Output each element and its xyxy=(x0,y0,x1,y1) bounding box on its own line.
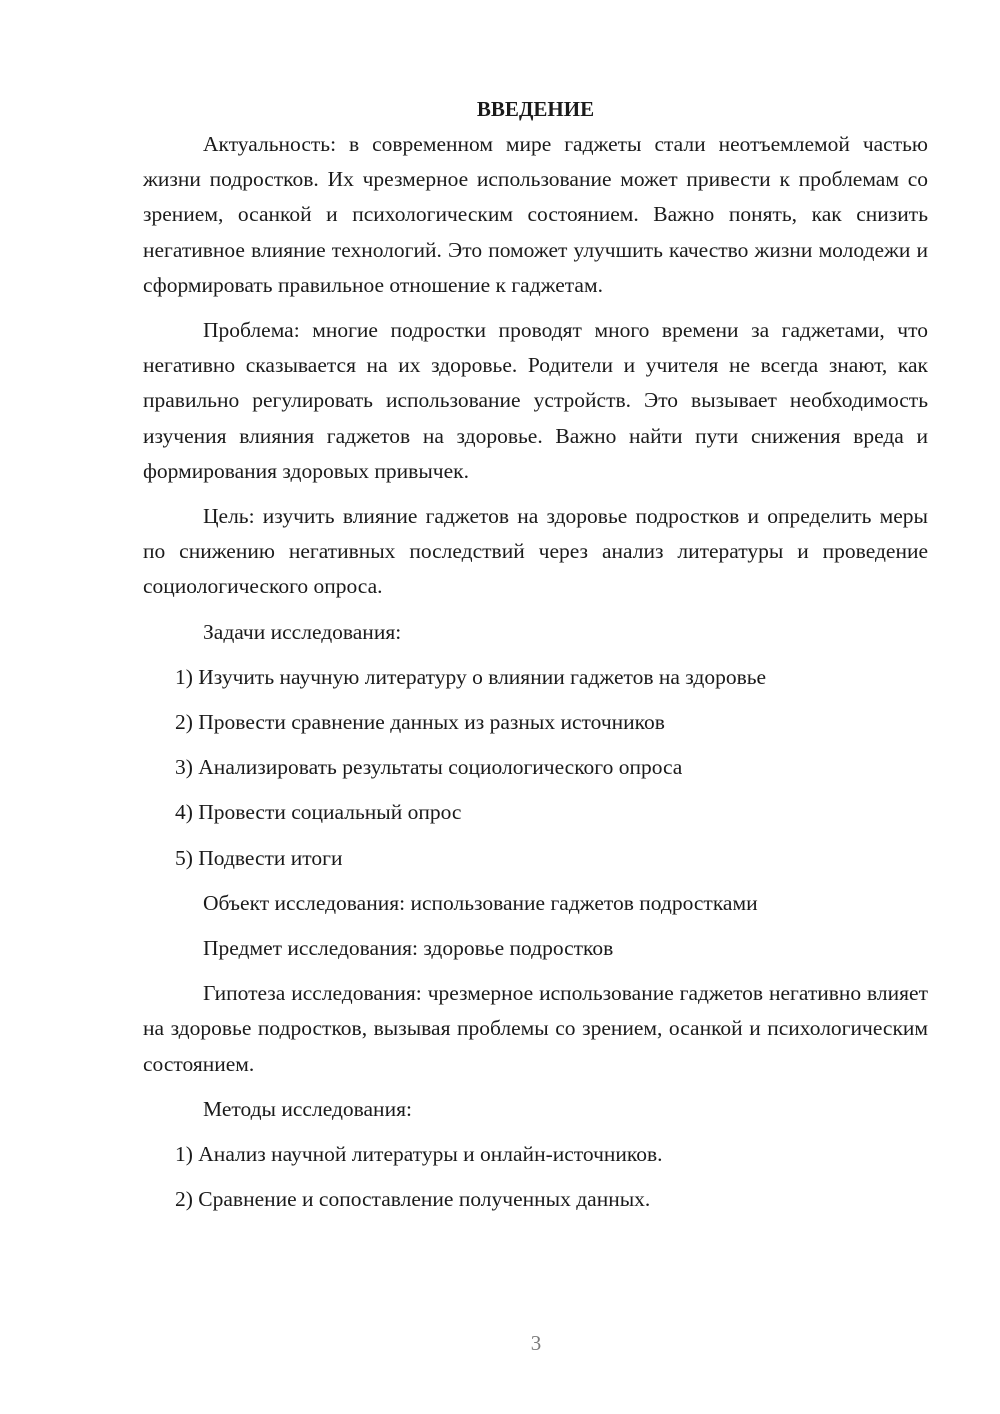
problem-paragraph: Проблема: многие подростки проводят много времени за гаджетами, что негативно сказывается на их здоровье. Родители и учителя не всегда знают, как правильно регулировать использование устройств. Это вызывает необходимость изучения влияния гаджетов на здоровье. Важно найти пути снижения вреда и формирования здоровых привычек. xyxy=(143,318,928,483)
list-item: 5) Подвести итоги xyxy=(175,845,343,870)
tasks-heading: Задачи исследования: xyxy=(203,619,402,644)
goal-paragraph: Цель: изучить влияние гаджетов на здоровье подростков и определить меры по снижению негативных последствий через анализ литературы и проведение социологического опроса. xyxy=(143,504,928,599)
subject-line: Предмет исследования: здоровье подростков xyxy=(203,936,614,961)
section-title: ВВЕДЕНИЕ xyxy=(476,97,595,121)
list-item: 3) Анализировать результаты социологического опроса xyxy=(175,755,683,780)
list-item: 1) Изучить научную литературу о влиянии гаджетов на здоровье xyxy=(175,664,767,689)
list-item: 4) Провести социальный опрос xyxy=(175,800,462,825)
hypothesis-paragraph: Гипотеза исследования: чрезмерное использование гаджетов негативно влияет на здоровье подростков, вызывая проблемы со зрением, осанкой и психологическим состоянием. xyxy=(143,981,928,1076)
methods-heading: Методы исследования: xyxy=(203,1096,412,1121)
list-item: 2) Сравнение и сопоставление полученных данных. xyxy=(175,1187,651,1212)
document-page xyxy=(143,92,928,1217)
relevance-paragraph: Актуальность: в современном мире гаджеты стали неотъемлемой частью жизни подростков. Их чрезмерное использование может привести к проблемам со зрением, осанкой и психологическим состоянием. Важно понять, как снизить негативное влияние технологий. Это поможет улучшить качество жизни молодежи и сформировать правильное отношение к гаджетам. xyxy=(143,132,928,297)
list-item: 1) Анализ научной литературы и онлайн-источников. xyxy=(175,1142,663,1167)
page-number: 3 xyxy=(530,1331,542,1355)
object-line: Объект исследования: использование гаджетов подростками xyxy=(203,890,758,915)
list-item: 2) Провести сравнение данных из разных источников xyxy=(175,710,665,735)
